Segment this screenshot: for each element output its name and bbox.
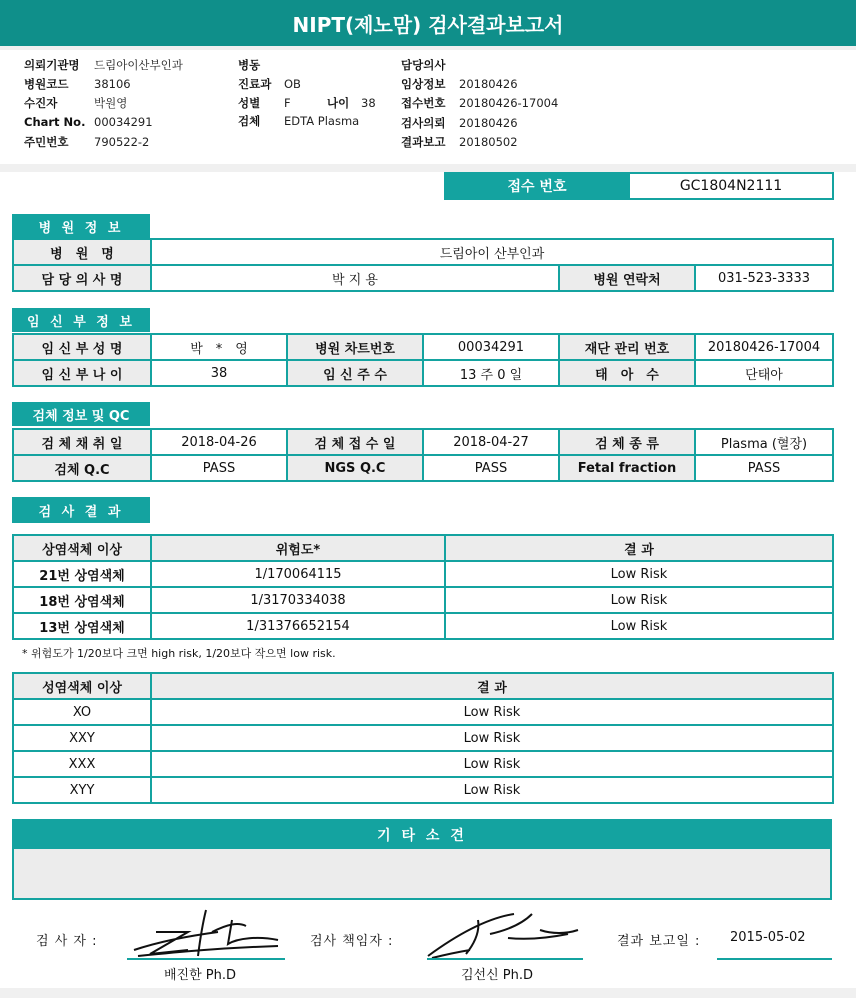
- hospital-contact-label: 병원 연락처: [559, 265, 695, 291]
- ngs-qc-label: NGS Q.C: [287, 455, 423, 481]
- gestational-week-label: 임 신 주 수: [287, 360, 423, 386]
- sex-chromosome-result: Low Risk: [151, 751, 833, 777]
- responsible-label: 검사 책임자 :: [310, 934, 394, 949]
- table-row: [13, 777, 833, 803]
- sex-chromosome-name: XXY: [13, 725, 151, 751]
- report-date-line: [717, 958, 832, 960]
- chart-number-value: 00034291: [423, 334, 559, 360]
- autosome-header: 상염색체 이상: [13, 535, 151, 561]
- autosome-risk: 1/170064115: [151, 561, 445, 587]
- collection-date-label: 검 체 채 취 일: [13, 429, 151, 455]
- header-specimen: 검체 EDTA Plasma: [238, 114, 360, 128]
- receipt-table: [444, 172, 834, 200]
- patient-section-tab: 임 신 부 정 보: [12, 308, 150, 332]
- results-section-tab: 검 사 결 과: [12, 497, 150, 523]
- header-sex: 성별 F: [238, 96, 291, 110]
- header-request-date: 검사의뢰 20180426: [401, 116, 518, 130]
- specimen-type-value: Plasma (혈장): [695, 429, 833, 455]
- ngs-qc-value: PASS: [423, 455, 559, 481]
- specimen-qc-label: 검체 Q.C: [13, 455, 151, 481]
- tester-label: 검 사 자 :: [36, 934, 98, 949]
- table-row: [13, 751, 833, 777]
- remarks-content: [14, 849, 830, 861]
- header-department: 진료과 OB: [238, 77, 301, 91]
- doctor-name-label: 담 당 의 사 명: [13, 265, 151, 291]
- autosome-risk: 1/31376652154: [151, 613, 445, 639]
- report-date-label: 결과 보고일 :: [617, 934, 701, 949]
- autosome-result: Low Risk: [445, 587, 833, 613]
- header-patient: 수진자 박원영: [24, 96, 128, 110]
- sex-chromosome-results-table: [12, 672, 834, 804]
- header-ward: 병동: [238, 58, 261, 72]
- table-row: [13, 699, 833, 725]
- receipt-value: GC1804N2111: [629, 173, 833, 199]
- table-row: [13, 613, 833, 639]
- hospital-section-tab: 병 원 정 보: [12, 214, 150, 238]
- receipt-label: 접수 번호: [445, 173, 629, 199]
- responsible-sign-line: [427, 958, 583, 960]
- patient-age-value: 38: [151, 360, 287, 386]
- chart-number-label: 병원 차트번호: [287, 334, 423, 360]
- autosome-name: 13번 상염색체: [13, 613, 151, 639]
- doctor-name-value: 박 지 용: [151, 265, 559, 291]
- gestational-week-value: 13 주 0 일: [423, 360, 559, 386]
- header-chart-no: Chart No. 00034291: [24, 115, 153, 129]
- responsible-name: 김선신 Ph.D: [461, 968, 534, 983]
- tester-signature: [128, 902, 288, 962]
- result-header: 결 과: [445, 535, 833, 561]
- receipt-date-value: 2018-04-27: [423, 429, 559, 455]
- table-row: [13, 587, 833, 613]
- report-date-value: 2015-05-02: [730, 930, 806, 945]
- tester-name: 배진한 Ph.D: [164, 968, 237, 983]
- table-row: [13, 561, 833, 587]
- header-resident-no: 주민번호 790522-2: [24, 135, 150, 149]
- risk-header: 위험도*: [151, 535, 445, 561]
- patient-name-value: 박 * 영: [151, 334, 287, 360]
- autosome-results-table: [12, 534, 834, 640]
- fetus-count-value: 단태아: [695, 360, 833, 386]
- sex-chromosome-name: XO: [13, 699, 151, 725]
- specimen-qc-value: PASS: [151, 455, 287, 481]
- management-number-label: 재단 관리 번호: [559, 334, 695, 360]
- sex-chromosome-result: Low Risk: [151, 777, 833, 803]
- report-sheet: [0, 172, 856, 988]
- risk-footnote: * 위험도가 1/20보다 크면 high risk, 1/20보다 작으면 low risk.: [22, 647, 336, 660]
- fetal-fraction-value: PASS: [695, 455, 833, 481]
- report-title: NIPT(제노맘) 검사결과보고서: [0, 0, 856, 46]
- patient-table: [12, 333, 834, 387]
- autosome-result: Low Risk: [445, 613, 833, 639]
- fetus-count-label: 태 아 수: [559, 360, 695, 386]
- receipt-date-label: 검 체 접 수 일: [287, 429, 423, 455]
- specimen-section-tab: 검체 정보 및 QC: [12, 402, 150, 426]
- hospital-name-label: 병 원 명: [13, 239, 151, 265]
- autosome-risk: 1/3170334038: [151, 587, 445, 613]
- autosome-name: 21번 상염색체: [13, 561, 151, 587]
- hospital-name-value: 드림아이 산부인과: [151, 239, 833, 265]
- sex-chromosome-name: XYY: [13, 777, 151, 803]
- tester-sign-line: [127, 958, 285, 960]
- header-age: 나이 38: [327, 96, 376, 110]
- specimen-table: [12, 428, 834, 482]
- hospital-contact-value: 031-523-3333: [695, 265, 833, 291]
- patient-age-label: 임 신 부 나 이: [13, 360, 151, 386]
- sex-chromosome-result: Low Risk: [151, 699, 833, 725]
- specimen-type-label: 검 체 종 류: [559, 429, 695, 455]
- header-hospital-name: 의뢰기관명 드림아이산부인과: [24, 58, 183, 72]
- responsible-signature: [418, 904, 588, 964]
- patient-name-label: 임 신 부 성 명: [13, 334, 151, 360]
- header-doctor: 담당의사: [401, 58, 446, 72]
- management-number-value: 20180426-17004: [695, 334, 833, 360]
- header-clinical-info: 임상정보 20180426: [401, 77, 518, 91]
- sex-chromosome-result: Low Risk: [151, 725, 833, 751]
- remarks-box: [12, 819, 832, 900]
- table-row: [13, 725, 833, 751]
- autosome-result: Low Risk: [445, 561, 833, 587]
- remarks-title: 기 타 소 견: [14, 821, 830, 849]
- header-report-date: 결과보고 20180502: [401, 135, 518, 149]
- sex-result-header: 결 과: [151, 673, 833, 699]
- autosome-name: 18번 상염색체: [13, 587, 151, 613]
- sex-chromosome-name: XXX: [13, 751, 151, 777]
- hospital-table: [12, 238, 834, 292]
- header-receipt-no: 접수번호 20180426-17004: [401, 96, 559, 110]
- sex-chromosome-header: 성염색체 이상: [13, 673, 151, 699]
- collection-date-value: 2018-04-26: [151, 429, 287, 455]
- header-info: [0, 50, 856, 164]
- fetal-fraction-label: Fetal fraction: [559, 455, 695, 481]
- header-hospital-code: 병원코드 38106: [24, 77, 131, 91]
